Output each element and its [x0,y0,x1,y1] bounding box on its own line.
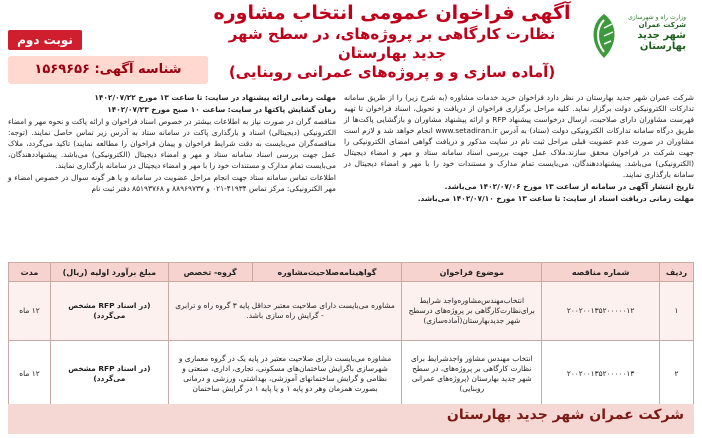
cell-certificate: مشاوره می‌بایست دارای صلاحیت معتبر حداقل پایه ۳ گروه راه و ترابری - گرایش راه سازی باشد. [168,282,402,341]
cell-number: ۲۰۰۲۰۰۱۳۵۲۰۰۰۰۰۱۳ [542,341,660,408]
table-header-row [9,263,694,282]
col-header-row: ردیف [660,263,694,282]
col-header-number: شماره مناقصه [542,263,660,282]
publish-date: تاریخ انتشار آگهی در سامانه از ساعت ۱۳ مورخ ۱۴۰۲/۰۷/۰۶ می‌باشد. [444,182,694,191]
table-row [9,282,694,341]
footer-company-name: شرکت عمران شهر جدید بهارستان [446,407,684,423]
cell-duration: ۱۲ ماه [9,341,51,408]
body-paragraph: شرکت عمران شهر جدید بهارستان در نظر دارد فراخوان خرید خدمات مشاوره (به شرح زیر) را از طریق سامانه تدارکات الکترونیکی دولت برگزار نماید. کلیه مراحل برگزاری فراخوان از دریافت و تحویل، اسناد فراخوان تا تهیه فهرست مشاوران دارای صلاحیت، ارسال درخواست پیشنهاد RFP و ارائه پیشنهاد مشاوران و بازگشایی پاکت‌ها از طریق درگاه سامانه تدارکات الکترونیکی دولت (ستاد) به آدرس www.setadiran.ir انجام خواهد شد و لازم است مشاوران در صورت عدم عضویت قبلی مراحل ثبت نام در سایت مذکور و دریافت گواهی امضای الکترونیکی را جهت شرکت در فراخوان محقق سازند.ملاک عمل جهت بررسی اسناد سامانه ستاد و مهر و امضاء دیجیتال (الکترونیکی) می‌باشد. پیشنهاددهندگان، می‌بایست تمام مدارک و مستندات خود را با مهر و امضاء دیجیتال در سامانه بارگذاری نمایند. [344,93,695,179]
company-logo [582,8,694,68]
cell-row: ۱ [660,282,694,341]
cell-certificate: مشاوره می‌بایست دارای صلاحیت معتبر در پایه یک در گروه معماری و شهرسازی باگرایش ساختمان‌های مسکونی، تجاری، اداری، صنعتی و نظامی و گرایش ساختمانهای آموزشی، بهداشتی، ورزشی و درمانی بصورت همزمان وهر دو پایه ۱ و یا پایه ۱ در گرایش ساختمان [168,341,402,408]
receive-deadline: مهلت زمانی دریافت اسناد از سایت: تا ساعت ۱۳ مورخ ۱۴۰۲/۰۷/۱۰ می‌باشد. [417,194,694,203]
contact-info: اطلاعات تماس سامانه ستاد جهت انجام مراحل عضویت در سامانه و یا هر گونه سوال در خصوص امضاء و مهر الکترونیکی: مرکز تماس ۴۱۹۳۴-۰۲۱ و ۸۸۹۶۹۷۳۷ و ۸۵۱۹۳۷۶۸ دفتر ثبت نام [8,173,336,193]
logo-ministry: وزارت راه و شهرسازی [628,14,686,21]
page-subtitle-2: (آماده سازی و و پروژه‌های عمرانی روبنایی) [228,63,556,81]
body-right-column [344,92,694,205]
round-badge: نوبت دوم [8,30,82,50]
cell-estimate: (در اسناد RFP مشخص می‌گردد) [50,341,168,408]
logo-company: شرکت عمران [638,21,686,29]
cell-number: ۲۰۰۲۰۰۱۳۵۲۰۰۰۰۰۱۲ [542,282,660,341]
cell-subject: انتخاب مهندس مشاور واجدشرایط برای نظارت کارگاهی بر پروژه‌های، در سطح شهر جدید بهارستان (پروژه‌های عمرانی روبنایی) [402,341,542,408]
title-block [210,2,574,82]
cell-subject: انتخاب‌مهندس‌مشاوره‌واجد شرایط برای‌نظارت‌کارگاهی بر پروژه‌های درسطح شهر جدیدبهارستان(آماده‌سازی) [402,282,542,341]
col-header-subject: موضوع فراخوان [402,263,542,282]
submit-deadline: مهلت زمانی ارائه پیشنهاد در سایت: تا ساعت ۱۳ مورخ ۱۴۰۲/۰۷/۲۲ [94,93,336,102]
col-header-duration: مدت [9,263,51,282]
table-row [9,341,694,408]
page-subtitle: نظارت کارگاهی بر پروژه‌های، در سطح شهر جدید بهارستان [228,25,556,62]
ad-id-badge: شناسه آگهی: ۱۵۶۹۶۵۶ [8,56,208,84]
cell-row: ۲ [660,341,694,408]
body-paragraph: مناقصه گران در صورت نیاز به اطلاعات بیشتر در خصوص اسناد فراخوان و ارائه پاکت و نحوه مهر و امضاء الکترونیکی (دیجیتالی) اسناد و بارگذاری پاکت در سامانه ستاد به آدرس زیر تماس حاصل نمایند. (توجه: مناقصه‌گران می‌بایست به دقت شرایط فراخوان و پیمان فراخوان را مطالعه نمایند) تاکید می‌گردد، ملاک عمل جهت بررسی اسناد سامانه ستاد و مهر و امضاء دیجیتال (الکترونیکی) می‌باشد. پیشنهاددهندگان، می‌بایست تمام مدارک و مستندات خود را با مهر و امضاء دیجیتال در سامانه بارگذاری نمایند. [8,117,336,170]
cell-estimate: (در اسناد RFP مشخص می‌گردد) [50,282,168,341]
logo-text [618,14,686,52]
col-header-group: گروه- تخصص [168,263,252,282]
tenders-table [8,262,694,408]
page-title: آگهی فراخوان عمومی انتخاب مشاوره [213,2,571,24]
opening-time: زمان گشایش پاکتها در سایت: ساعت ۱۰ صبح مورخ ۱۴۰۲/۰۷/۲۳ [107,105,336,114]
col-header-certificate: گواهینامه‌صلاحیت‌مشاوره [252,263,402,282]
cell-duration: ۱۲ ماه [9,282,51,341]
col-header-estimate: مبلغ برآورد اولیه (ریال) [50,263,168,282]
footer-banner [8,404,694,434]
body-left-column [8,92,336,195]
logo-city: شهر جدید بهارستان [637,30,686,52]
